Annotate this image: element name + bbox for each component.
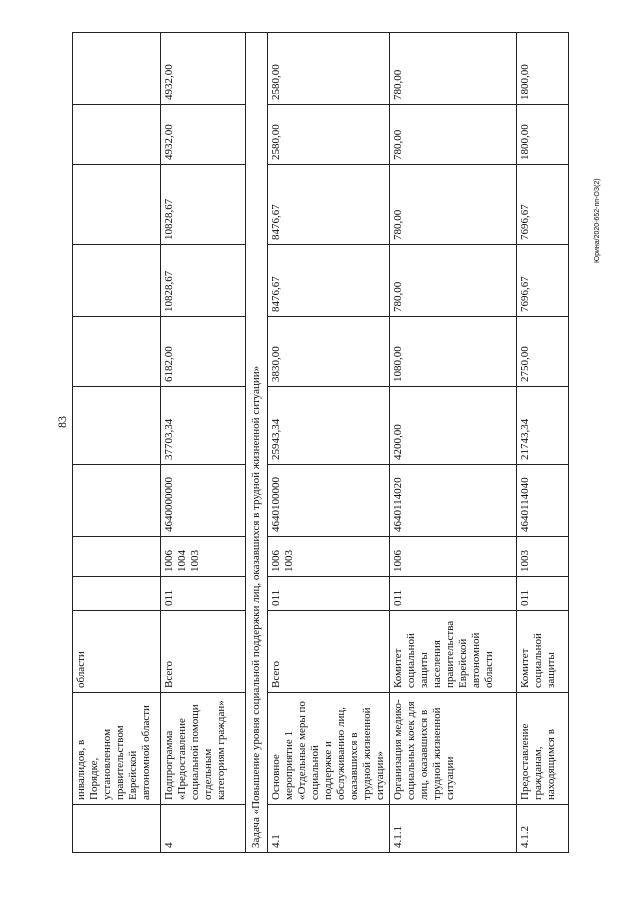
amount-year-1: 3830,00	[268, 317, 390, 387]
rzpr-code: 1006 1004 1003	[161, 537, 246, 577]
amount-year-1: 1080,00	[390, 317, 517, 387]
executor: Комитет социальной защиты	[517, 611, 569, 693]
rzpr-code	[73, 537, 161, 577]
executor: Всего	[268, 611, 390, 693]
amount-year-4	[73, 105, 161, 165]
row-number: 4.1	[268, 805, 390, 853]
csr-code: 4640100000	[268, 465, 390, 537]
rzpr-code: 1003	[517, 537, 569, 577]
amount-year-2: 7696,67	[517, 245, 569, 317]
amount-total: 25943,34	[268, 387, 390, 465]
row-number	[73, 805, 161, 853]
amount-year-4: 4932,00	[161, 105, 246, 165]
activity-name: инвалидов, в Порядке, установленном правительством Еврейской автономной области	[73, 693, 161, 805]
task-row	[246, 33, 268, 853]
table-row	[73, 33, 161, 853]
table-row	[268, 33, 390, 853]
amount-total: 37703,34	[161, 387, 246, 465]
amount-year-3: 780,00	[390, 165, 517, 245]
amount-year-3: 10828,67	[161, 165, 246, 245]
amount-total: 4200,00	[390, 387, 517, 465]
activity-name: Организация медико-социальных коек для лиц, оказавшихся в трудной жизненной ситуации	[390, 693, 517, 805]
amount-year-1: 6182,00	[161, 317, 246, 387]
amount-year-2: 8476,67	[268, 245, 390, 317]
rzpr-code: 1006 1003	[268, 537, 390, 577]
amount-year-5: 1800,00	[517, 33, 569, 105]
program-financing-table	[72, 32, 569, 853]
grbs-code: 011	[161, 577, 246, 611]
executor: области	[73, 611, 161, 693]
task-title: Задача «Повышение уровня социальной поддержки лиц, оказавшихся в трудной жизненной ситуации»	[246, 33, 268, 853]
amount-year-4: 780,00	[390, 105, 517, 165]
amount-year-3: 7696,67	[517, 165, 569, 245]
grbs-code: 011	[268, 577, 390, 611]
row-number: 4.1.1	[390, 805, 517, 853]
csr-code: 4640114040	[517, 465, 569, 537]
amount-year-4: 1800,00	[517, 105, 569, 165]
csr-code	[73, 465, 161, 537]
page-number: 83	[55, 416, 69, 428]
amount-year-4: 2580,00	[268, 105, 390, 165]
executor: Комитет социальной защиты населения правительства Еврейской автономной области	[390, 611, 517, 693]
amount-total: 21743,34	[517, 387, 569, 465]
grbs-code	[73, 577, 161, 611]
amount-total	[73, 387, 161, 465]
amount-year-5	[73, 33, 161, 105]
grbs-code: 011	[390, 577, 517, 611]
executor: Всего	[161, 611, 246, 693]
table-row	[390, 33, 517, 853]
csr-code: 4640114020	[390, 465, 517, 537]
amount-year-1: 2750,00	[517, 317, 569, 387]
activity-name: Подпрограмма «Предоставление социальной помощи отдельным категориям граждан»	[161, 693, 246, 805]
rotated-table-sheet	[72, 33, 559, 853]
row-number: 4	[161, 805, 246, 853]
grbs-code: 011	[517, 577, 569, 611]
amount-year-5: 780,00	[390, 33, 517, 105]
table-row	[517, 33, 569, 853]
row-number: 4.1.2	[517, 805, 569, 853]
amount-year-2	[73, 245, 161, 317]
amount-year-2: 780,00	[390, 245, 517, 317]
amount-year-5: 2580,00	[268, 33, 390, 105]
amount-year-3	[73, 165, 161, 245]
table-row	[161, 33, 246, 853]
rzpr-code: 1006	[390, 537, 517, 577]
amount-year-5: 4932,00	[161, 33, 246, 105]
activity-name: Основное мероприятие 1 «Отдельные меры по социальной поддержке и обслуживанию лиц, оказавшихся в трудной жизненной ситуации»	[268, 693, 390, 805]
amount-year-3: 8476,67	[268, 165, 390, 245]
document-registration-note: Юрина/2020-652-пп-ОЗ(2)	[594, 178, 601, 263]
activity-name: Предоставление гражданам, находящимся в	[517, 693, 569, 805]
csr-code: 4640000000	[161, 465, 246, 537]
amount-year-1	[73, 317, 161, 387]
amount-year-2: 10828,67	[161, 245, 246, 317]
